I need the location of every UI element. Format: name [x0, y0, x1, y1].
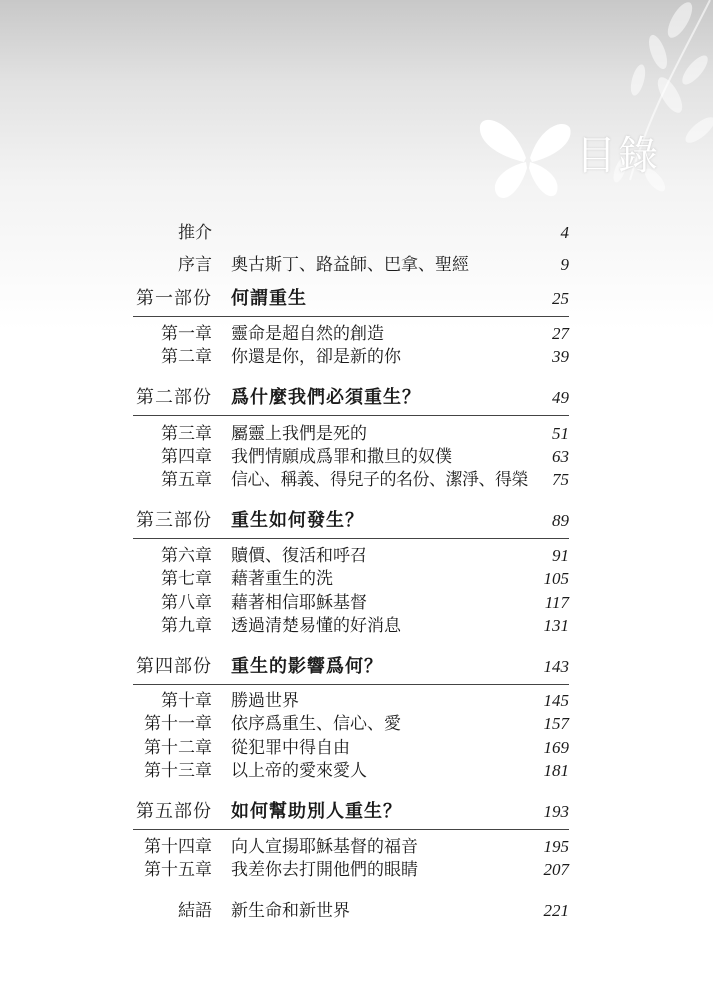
chapter-title: 透過清楚易懂的好消息	[231, 616, 401, 636]
chapter-label: 第八章	[161, 593, 212, 613]
page-number: 91	[552, 546, 569, 565]
entry-label: 推介	[178, 223, 212, 243]
toc-chapter-5[interactable]	[0, 469, 713, 493]
toc-chapter-15[interactable]	[0, 859, 713, 883]
chapter-label: 第十四章	[144, 837, 212, 857]
toc-chapter-6[interactable]	[0, 545, 713, 569]
toc-chapter-8[interactable]	[0, 592, 713, 616]
chapter-title: 信心、稱義、得兒子的名份、潔淨、得榮	[231, 470, 528, 490]
part-label: 第五部份	[136, 801, 212, 822]
part-label: 第三部份	[136, 510, 212, 531]
chapter-title: 向人宣揚耶穌基督的福音	[231, 837, 418, 857]
page-number: 207	[543, 860, 569, 879]
page-number: 143	[543, 657, 569, 676]
part-label: 第四部份	[136, 656, 212, 677]
toc-part-2[interactable]	[0, 387, 713, 411]
page-number: 193	[543, 802, 569, 821]
page-number: 51	[552, 424, 569, 443]
chapter-title: 勝過世界	[231, 691, 299, 711]
chapter-label: 第十一章	[144, 714, 212, 734]
toc-part-5[interactable]	[0, 801, 713, 825]
page-number: 75	[552, 470, 569, 489]
page-title: 目錄	[576, 133, 660, 179]
chapter-title: 從犯罪中得自由	[231, 738, 350, 758]
part-label: 第一部份	[136, 288, 212, 309]
page-number: 117	[544, 593, 569, 612]
chapter-title: 藉著相信耶穌基督	[231, 593, 367, 613]
chapter-title: 靈命是超自然的創造	[231, 324, 384, 344]
toc-chapter-9[interactable]	[0, 615, 713, 639]
toc-entry-epilogue[interactable]	[0, 900, 713, 924]
toc-entry-preface[interactable]	[0, 254, 713, 278]
toc-entry-intro[interactable]	[0, 222, 713, 246]
page-number: 131	[543, 616, 569, 635]
toc-part-3[interactable]	[0, 510, 713, 534]
page-number: 145	[543, 691, 569, 710]
chapter-title: 依序爲重生、信心、愛	[231, 714, 401, 734]
divider-rule	[133, 415, 569, 416]
page-number: 181	[543, 761, 569, 780]
page-number: 39	[552, 347, 569, 366]
page-number: 221	[543, 901, 569, 920]
entry-title: 新生命和新世界	[231, 901, 350, 921]
toc-chapter-12[interactable]	[0, 737, 713, 761]
chapter-label: 第六章	[161, 546, 212, 566]
part-label: 第二部份	[136, 387, 212, 408]
chapter-title: 屬靈上我們是死的	[231, 424, 367, 444]
chapter-title: 以上帝的愛來愛人	[231, 761, 367, 781]
page-number: 49	[552, 388, 569, 407]
divider-rule	[133, 829, 569, 830]
chapter-label: 第十章	[161, 691, 212, 711]
chapter-label: 第二章	[161, 347, 212, 367]
chapter-label: 第十三章	[144, 761, 212, 781]
page-number: 27	[552, 324, 569, 343]
toc-part-4[interactable]	[0, 656, 713, 680]
entry-title: 奧古斯丁、路益師、巴拿、聖經	[231, 255, 469, 275]
toc-chapter-1[interactable]	[0, 323, 713, 347]
part-title: 何謂重生	[231, 288, 307, 309]
page-number: 157	[543, 714, 569, 733]
chapter-title: 我們情願成爲罪和撒旦的奴僕	[231, 447, 452, 467]
chapter-label: 第四章	[161, 447, 212, 467]
chapter-label: 第一章	[161, 324, 212, 344]
page-number: 25	[552, 289, 569, 308]
toc-chapter-11[interactable]	[0, 713, 713, 737]
chapter-label: 第七章	[161, 569, 212, 589]
part-title: 重生的影響爲何？	[231, 656, 383, 677]
chapter-label: 第十五章	[144, 860, 212, 880]
page-number: 9	[560, 255, 569, 274]
toc-chapter-13[interactable]	[0, 760, 713, 784]
chapter-title: 藉著重生的洗	[231, 569, 333, 589]
chapter-title: 你還是你，卻是新的你	[231, 347, 401, 367]
page-number: 89	[552, 511, 569, 530]
chapter-title: 贖價、復活和呼召	[231, 546, 367, 566]
toc-chapter-7[interactable]	[0, 568, 713, 592]
chapter-title: 我差你去打開他們的眼睛	[231, 860, 418, 880]
toc-part-1[interactable]	[0, 288, 713, 312]
chapter-label: 第九章	[161, 616, 212, 636]
page-number: 105	[543, 569, 569, 588]
toc-chapter-2[interactable]	[0, 346, 713, 370]
divider-rule	[133, 684, 569, 685]
divider-rule	[133, 538, 569, 539]
page-number: 63	[552, 447, 569, 466]
part-title: 如何幫助別人重生？	[231, 801, 402, 822]
chapter-label: 第三章	[161, 424, 212, 444]
part-title: 重生如何發生？	[231, 510, 364, 531]
divider-rule	[133, 316, 569, 317]
entry-label: 結語	[178, 901, 212, 921]
chapter-label: 第十二章	[144, 738, 212, 758]
entry-label: 序言	[178, 255, 212, 275]
page-number: 195	[543, 837, 569, 856]
chapter-label: 第五章	[161, 470, 212, 490]
page-number: 4	[560, 223, 569, 242]
page-number: 169	[543, 738, 569, 757]
toc-chapter-4[interactable]	[0, 446, 713, 470]
toc-chapter-14[interactable]	[0, 836, 713, 860]
toc-chapter-3[interactable]	[0, 423, 713, 447]
toc-chapter-10[interactable]	[0, 690, 713, 714]
part-title: 爲什麼我們必須重生？	[231, 387, 421, 408]
